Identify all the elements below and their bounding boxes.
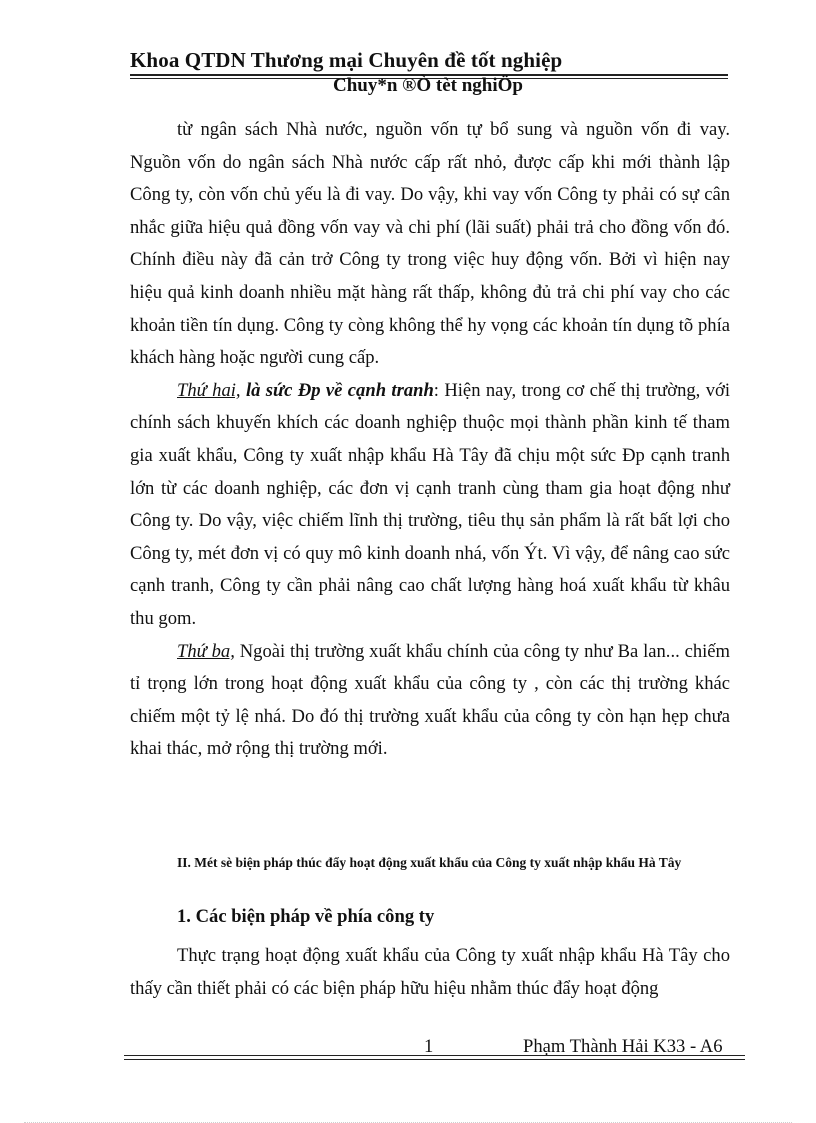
paragraph-emphasis: là sức Ðp về cạnh tranh (245, 379, 434, 401)
footer-rule-lower (124, 1059, 745, 1060)
paragraph-measures-intro: Thực trạng hoạt động xuất khẩu của Công ty xuất nhập khẩu Hà Tây cho thấy cần thiết phải có các biện pháp hữu hiệu nhằm thúc đẩy hoạt động (130, 945, 730, 999)
page-number: 1 (424, 1036, 434, 1057)
paragraph-competition (130, 375, 730, 636)
paragraph-lead-third: Thứ ba, (177, 640, 235, 662)
header-title: Khoa QTDN Thương mại Chuyên đề tốt nghiệp (130, 48, 563, 72)
section-heading: II. Mét sè biện pháp thúc đẩy hoạt động xuất khẩu của Công ty xuất nhập khẩu Hà Tây (177, 855, 682, 870)
paragraph-markets-text: Ngoài thị trường xuất khẩu chính của công ty như Ba lan... chiếm tỉ trọng lớn trong hoạt động xuất khẩu của công ty , còn các thị trường khác chiếm một tỷ lệ nhá. Do đó thị trường xuất khẩu của công ty còn hạn hẹp chưa khai thác, mở rộng thị trường mới. (130, 640, 731, 760)
paragraph-competition-text: : Hiện nay, trong cơ chế thị trường, với chính sách khuyến khích các doanh nghiệp thuộc mọi thành phần kinh tế tham gia xuất khẩu, Công ty xuất nhập khẩu Hà Tây đã chịu một sức Ðp cạnh tranh lớn từ các doanh nghiệp, các đơn vị cạnh tranh cùng tham gia hoạt động như Công ty. Do vậy, việc chiếm lĩnh thị trường, tiêu thụ sản phẩm là rất bất lợi cho Công ty, mét đơn vị có quy mô kinh doanh nhá, vốn Ýt. Vì vậy, để nâng cao sức cạnh tranh, Công ty cần phải nâng cao chất lượng hàng hoá xuất khẩu từ khâu thu gom. (130, 379, 730, 629)
header-subtitle: Chuy*n ®Ò tèt nghiÖp (333, 75, 523, 96)
paragraph-lead-second: Thứ hai, (177, 379, 241, 401)
subsection-heading: 1. Các biện pháp về phía công ty (177, 906, 435, 927)
body-text (130, 114, 730, 766)
paragraph-funding: từ ngân sách Nhà nước, nguồn vốn tự bổ sung và nguồn vốn đi vay. Nguồn vốn do ngân sách Nhà nước cấp rất nhỏ, được cấp khi mới thành lập Công ty, còn vốn chủ yếu là đi vay. Do vậy, khi vay vốn Công ty phải có sự cân nhắc giữa hiệu quả đồng vốn vay và chi phí (lãi suất) phải trả cho đồng vốn đó. Chính điều này đã cản trở Công ty trong việc huy động vốn. Bởi vì hiện nay hiệu quả kinh doanh nhiều mặt hàng rất thấp, không đủ trả chi phí vay cho các khoản tiền tín dụng. Công ty còng không thể hy vọng các khoản tín dụng tõ phía khách hàng hoặc người cung cấp. (130, 119, 730, 369)
paragraph-markets (130, 636, 730, 766)
footer-author: Phạm Thành Hải K33 - A6 (523, 1036, 723, 1057)
footer-rule (124, 1055, 745, 1056)
